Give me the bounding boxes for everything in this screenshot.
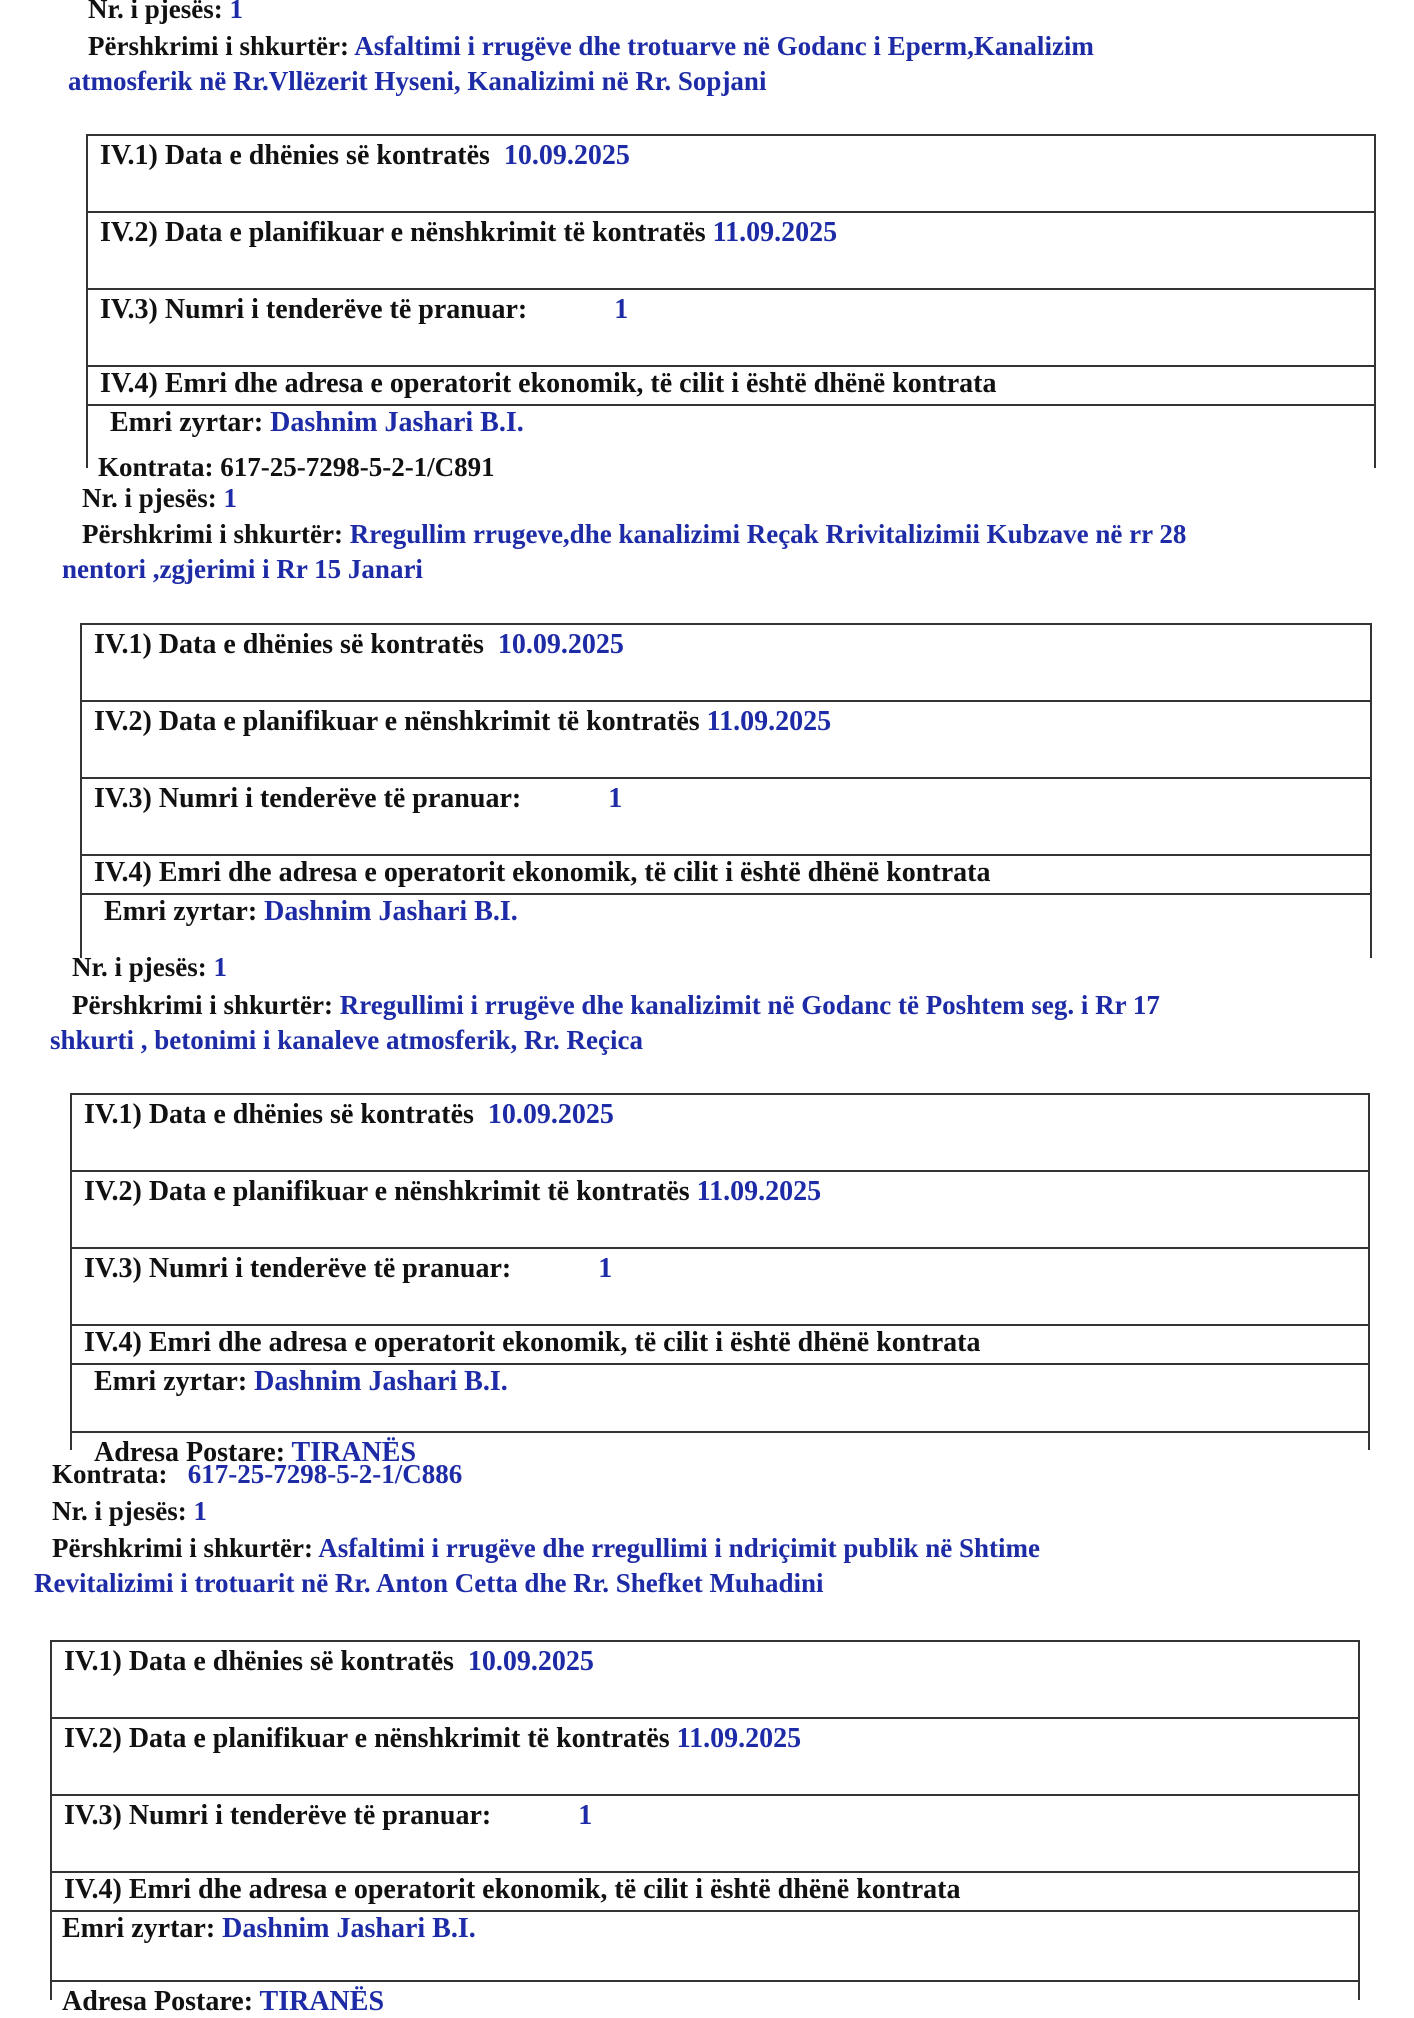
adresa-label: Adresa Postare: [94, 1437, 286, 1468]
contract-label: Kontrata: [52, 1459, 168, 1489]
adresa-label: Adresa Postare: [62, 1986, 254, 2017]
contract-section-4 [0, 1450, 1414, 2017]
iv4-label: IV.4) Emri dhe adresa e operatorit ekonomik, të cilit i është dhënë kontrata [84, 1327, 981, 1358]
iv3-count: 1 [608, 783, 623, 814]
row-adresa [52, 1982, 1358, 2017]
iv1-date: 10.09.2025 [497, 629, 624, 660]
iv3-label: IV.3) Numri i tenderëve të pranuar: [84, 1253, 512, 1284]
description-value-line1: Asfaltimi i rrugëve dhe rregullimi i ndriçimit publik në Shtime [318, 1533, 1040, 1563]
award-table [86, 134, 1376, 468]
part-number-value: 1 [193, 1496, 207, 1526]
iv2-label: IV.2) Data e planifikuar e nënshkrimit të kontratës [100, 217, 706, 248]
row-iv3 [52, 1796, 1358, 1873]
description-value-line1: Rregullim rrugeve,dhe kanalizimi Reçak Rrivitalizimii Kubzave në rr 28 [349, 519, 1187, 549]
part-number-line [88, 0, 243, 24]
row-iv4 [52, 1873, 1358, 1912]
emri-zyrtar-label: Emri zyrtar: [104, 896, 258, 927]
emri-zyrtar-label: Emri zyrtar: [110, 407, 264, 438]
part-number-line [72, 952, 227, 982]
contract-section-2 [0, 468, 1414, 958]
description-line [52, 1533, 1040, 1563]
part-number-line [52, 1496, 207, 1526]
contract-section-3 [0, 952, 1414, 1468]
row-iv1 [88, 136, 1374, 213]
row-iv3 [82, 779, 1370, 856]
iv1-label: IV.1) Data e dhënies së kontratës [84, 1099, 474, 1130]
part-number-line [82, 483, 237, 513]
iv4-label: IV.4) Emri dhe adresa e operatorit ekonomik, të cilit i është dhënë kontrata [94, 857, 991, 888]
row-iv1 [72, 1095, 1368, 1172]
part-number-value: 1 [223, 483, 237, 513]
row-iv4 [82, 856, 1370, 895]
iv3-count: 1 [598, 1253, 613, 1284]
part-number-label: Nr. i pjesës: [82, 483, 217, 513]
description-line [88, 31, 1094, 61]
iv2-date: 11.09.2025 [676, 1723, 802, 1754]
award-table [80, 623, 1372, 958]
award-table [70, 1093, 1370, 1468]
row-iv2 [82, 702, 1370, 779]
emri-zyrtar-value: Dashnim Jashari B.I. [254, 1366, 508, 1397]
emri-zyrtar-label: Emri zyrtar: [94, 1366, 248, 1397]
iv3-label: IV.3) Numri i tenderëve të pranuar: [100, 294, 528, 325]
iv3-label: IV.3) Numri i tenderëve të pranuar: [64, 1800, 492, 1831]
row-iv2 [88, 213, 1374, 290]
contract-line [52, 1459, 462, 1489]
description-value-line1: Asfaltimi i rrugëve dhe trotuarve në Godanc i Eperm,Kanalizim [354, 31, 1094, 61]
description-label: Përshkrimi i shkurtër: [82, 519, 343, 549]
row-iv1 [82, 625, 1370, 702]
row-iv2 [72, 1172, 1368, 1249]
row-emri-zyrtar [82, 895, 1370, 960]
adresa-value: TIRANËS [291, 1437, 417, 1468]
award-table [50, 1640, 1360, 2017]
iv2-label: IV.2) Data e planifikuar e nënshkrimit të kontratës [84, 1176, 690, 1207]
row-iv2 [52, 1719, 1358, 1796]
iv1-label: IV.1) Data e dhënies së kontratës [100, 140, 490, 171]
iv1-label: IV.1) Data e dhënies së kontratës [94, 629, 484, 660]
cut-off-contract-line: Kontrata: 617-25-7298-5-2-1/C891 [98, 452, 495, 482]
description-line [72, 990, 1160, 1020]
iv2-date: 11.09.2025 [696, 1176, 822, 1207]
part-number-label: Nr. i pjesës: [88, 0, 223, 24]
row-iv3 [88, 290, 1374, 367]
row-iv4 [72, 1326, 1368, 1365]
emri-zyrtar-value: Dashnim Jashari B.I. [270, 407, 524, 438]
row-iv1 [52, 1642, 1358, 1719]
iv3-count: 1 [614, 294, 629, 325]
adresa-value: TIRANËS [259, 1986, 385, 2017]
iv2-label: IV.2) Data e planifikuar e nënshkrimit të kontratës [64, 1723, 670, 1754]
row-emri-zyrtar [52, 1912, 1358, 1982]
description-value-line2: shkurti , betonimi i kanaleve atmosferik, Rr. Reçica [50, 1025, 643, 1055]
description-value-line2: Revitalizimi i trotuarit në Rr. Anton Cetta dhe Rr. Shefket Muhadini [34, 1568, 824, 1598]
contract-number: 617-25-7298-5-2-1/C886 [187, 1459, 463, 1489]
description-value-line1: Rregullimi i rrugëve dhe kanalizimit në Godanc të Poshtem seg. i Rr 17 [339, 990, 1160, 1020]
emri-zyrtar-label: Emri zyrtar: [62, 1913, 216, 1944]
iv2-date: 11.09.2025 [706, 706, 832, 737]
iv2-label: IV.2) Data e planifikuar e nënshkrimit të kontratës [94, 706, 700, 737]
emri-zyrtar-value: Dashnim Jashari B.I. [222, 1913, 476, 1944]
iv3-count: 1 [578, 1800, 593, 1831]
iv4-label: IV.4) Emri dhe adresa e operatorit ekonomik, të cilit i është dhënë kontrata [64, 1874, 961, 1905]
iv1-date: 10.09.2025 [467, 1646, 594, 1677]
description-line [82, 519, 1186, 549]
description-label: Përshkrimi i shkurtër: [72, 990, 333, 1020]
description-label: Përshkrimi i shkurtër: [88, 31, 349, 61]
contract-section-1 [0, 0, 1414, 482]
description-label: Përshkrimi i shkurtër: [52, 1533, 313, 1563]
part-number-label: Nr. i pjesës: [52, 1496, 187, 1526]
iv4-label: IV.4) Emri dhe adresa e operatorit ekonomik, të cilit i është dhënë kontrata [100, 368, 997, 399]
part-number-label: Nr. i pjesës: [72, 952, 207, 982]
description-value-line2: atmosferik në Rr.Vllëzerit Hyseni, Kanalizimi në Rr. Sopjani [68, 66, 767, 96]
part-number-value: 1 [229, 0, 243, 24]
row-emri-zyrtar [72, 1365, 1368, 1433]
iv1-label: IV.1) Data e dhënies së kontratës [64, 1646, 454, 1677]
row-iv3 [72, 1249, 1368, 1326]
part-number-value: 1 [213, 952, 227, 982]
iv1-date: 10.09.2025 [487, 1099, 614, 1130]
row-iv4 [88, 367, 1374, 406]
iv1-date: 10.09.2025 [503, 140, 630, 171]
iv3-label: IV.3) Numri i tenderëve të pranuar: [94, 783, 522, 814]
description-value-line2: nentori ,zgjerimi i Rr 15 Janari [62, 554, 423, 584]
emri-zyrtar-value: Dashnim Jashari B.I. [264, 896, 518, 927]
iv2-date: 11.09.2025 [712, 217, 838, 248]
